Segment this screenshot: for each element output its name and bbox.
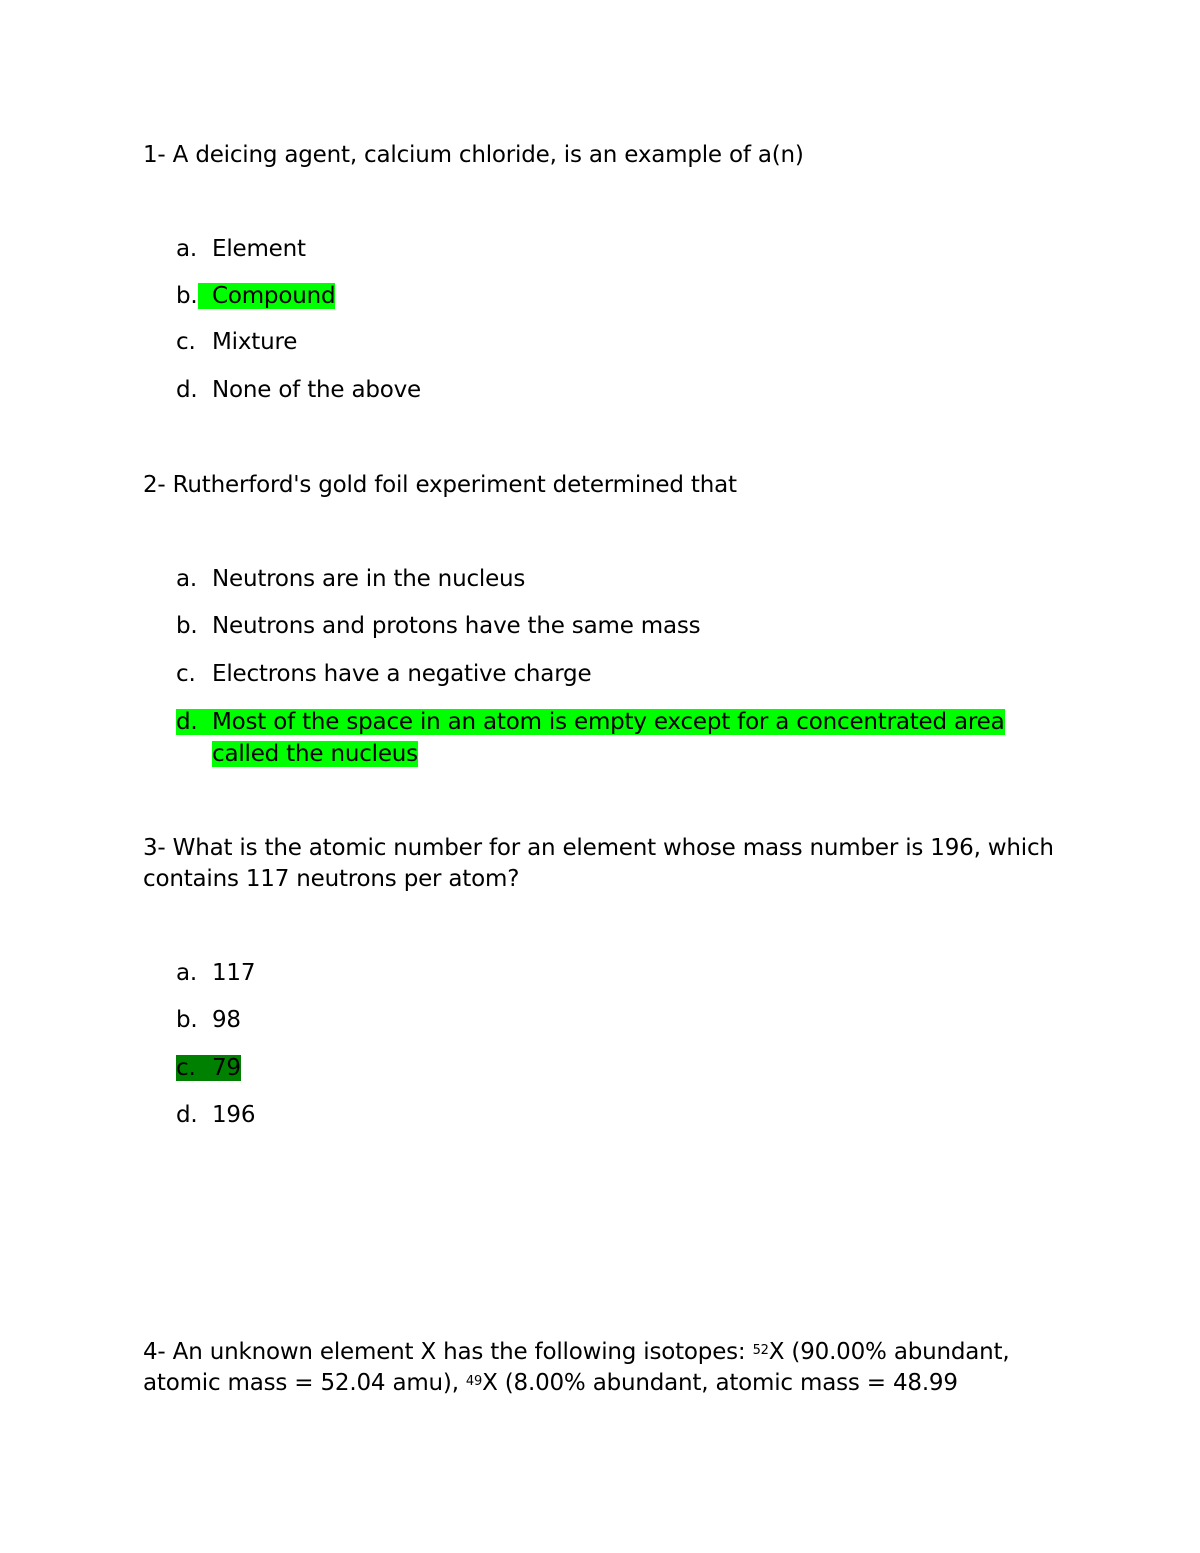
option-2c [176,659,591,690]
option-letter: b. [176,1007,198,1033]
question-text: What is the atomic number for an element whose mass number is 196, which contains 117 neutrons per atom? [143,835,1054,892]
question-text: A deicing agent, calcium chloride, is an example of a(n) [172,142,804,168]
option-1a [176,234,306,265]
option-3a [176,958,255,989]
option-text-continued: called the nucleus [212,741,418,767]
option-2b [176,611,700,642]
isotope-mass-superscript: 49 [465,1374,483,1389]
question-text: Rutherford's gold foil experiment determined that [172,472,737,498]
option-1c [176,327,297,358]
option-letter: a. [176,236,198,262]
option-letter: c. [176,661,196,687]
option-text: 98 [212,1007,241,1033]
option-highlight [176,709,1005,735]
option-text: Most of the space in an atom is empty except for a concentrated area [212,709,1005,735]
option-text: None of the above [212,377,421,403]
option-letter: d. [176,377,198,403]
option-text: 117 [212,960,256,986]
question-text-part2: X (90.00% abundant, atomic mass = 52.04 amu), [143,1339,1010,1396]
option-2a [176,564,525,595]
question-number: 2- [143,472,166,498]
option-text: 196 [212,1102,256,1128]
question-number: 1- [143,142,166,168]
question-text-part1: An unknown element X has the following isotopes: [172,1339,753,1365]
question-number: 3- [143,835,166,861]
option-text: Neutrons are in the nucleus [212,566,526,592]
question-2 [143,470,1063,501]
option-1d [176,375,421,406]
option-letter: b. [176,283,198,309]
option-text: Element [212,236,306,262]
question-4 [143,1337,1063,1399]
option-3c [176,1053,241,1084]
option-text: Mixture [212,329,298,355]
question-number: 4- [143,1339,166,1365]
option-letter: a. [176,566,198,592]
question-text-part3: X (8.00% abundant, atomic mass = 48.99 [482,1370,958,1396]
option-text-highlighted: Compound [198,283,335,309]
option-text: Neutrons and protons have the same mass [212,613,701,639]
option-2d [176,706,1005,770]
option-3d [176,1100,255,1131]
option-text: Electrons have a negative charge [212,661,592,687]
option-letter: c. [176,1055,196,1081]
question-1 [143,140,1063,171]
question-3 [143,833,1063,895]
option-1b [176,281,335,312]
option-text: 79 [212,1055,241,1081]
option-3b [176,1005,241,1036]
option-letter: d. [176,1102,198,1128]
option-letter: a. [176,960,198,986]
option-highlight [176,1055,241,1081]
option-letter: b. [176,613,198,639]
option-letter: c. [176,329,196,355]
isotope-mass-superscript: 52 [752,1343,769,1358]
option-letter: d. [176,709,198,735]
